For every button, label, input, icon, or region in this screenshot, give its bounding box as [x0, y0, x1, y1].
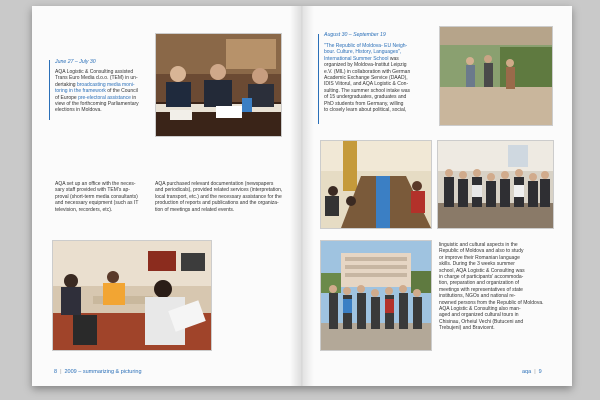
text-line: meetings with representatives of state	[439, 286, 523, 293]
text-line: in charge of participants' accommoda-	[439, 274, 524, 281]
highlight-text: toring in the framework	[55, 88, 106, 95]
date-heading: August 30 – September 19	[324, 32, 386, 38]
text-block-documentation	[155, 181, 295, 213]
highlight-text: pre-electoral assistance	[78, 94, 131, 101]
text-line: AQA Logistic & Consulting assisted	[55, 69, 134, 75]
text-line: IDIS Viitorul, and AQA Logistic & Con-	[324, 81, 409, 88]
footer-brand: aqa	[522, 369, 532, 375]
text-line: and necessary equipment (such as IT	[55, 200, 139, 207]
text-line: AQA purchased relevant documentation (newspapers	[155, 181, 274, 187]
left-page	[32, 6, 303, 386]
text-line: of 15 undergraduates, graduates and	[324, 94, 407, 101]
photo-group-indoor	[437, 140, 554, 229]
text-line: skills. During the 3 weeks summer	[439, 261, 515, 268]
brochure-spread	[32, 6, 572, 386]
text-block-cultural-program	[439, 242, 551, 332]
text-block-summer-school	[324, 43, 424, 113]
text-fragment: in	[130, 94, 137, 101]
text-line: AQA set up an office with the neces-	[55, 181, 136, 187]
accent-rule	[49, 60, 50, 120]
footer-title: 2009 – summarizing & picturing	[64, 369, 142, 375]
text-fragment: of Europe	[55, 94, 79, 101]
highlight-text: bour. Culture, History, Languages",	[324, 49, 402, 56]
text-line: view of the forthcoming Parliamentary	[55, 101, 139, 108]
photo-office-staff	[52, 240, 212, 351]
text-line: institutions, NGOs and national re-	[439, 293, 516, 300]
text-block-office-setup	[55, 181, 165, 213]
photo-meeting-table	[155, 33, 282, 137]
text-line: local transport, etc.) and the necessary assistance for the	[155, 193, 282, 200]
text-line: aged and organized cultural tours in	[439, 312, 519, 319]
highlight-text: broadcasting media moni-	[76, 81, 135, 88]
text-line: tion of meetings and related events.	[155, 206, 235, 213]
page-number: 8	[54, 369, 58, 375]
left-footer	[54, 369, 142, 375]
text-line: linguistic and cultural aspects in the	[439, 242, 518, 248]
text-line: e.V. (MIL) in collaboration with German	[324, 68, 411, 75]
text-line: school, AQA Logistic & Consulting was	[439, 267, 525, 274]
text-line: television, recorders, etc).	[55, 206, 113, 213]
footer-separator: |	[60, 369, 62, 375]
text-line: AQA Logistic & Consulting also man-	[439, 306, 521, 313]
accent-rule	[318, 34, 319, 124]
text-line: and periodicals), provided related services (interpretation,	[155, 187, 283, 194]
text-line: Academic Exchange Service (DAAD),	[324, 75, 408, 82]
text-line: Trebujeni) and Bravicent.	[439, 325, 495, 332]
right-page	[302, 6, 572, 386]
text-line: or improve their Romanian language	[439, 254, 520, 261]
text-line: to closely learn about political, social,	[324, 107, 407, 114]
text-line: tion, preparation and organization of	[439, 280, 520, 287]
right-footer	[522, 369, 542, 375]
text-line: Republic of Moldova and also to study	[439, 248, 524, 255]
page-number: 9	[538, 369, 542, 375]
footer-separator: |	[534, 369, 536, 375]
photo-conference-room	[320, 140, 432, 229]
highlight-text: "The Republic of Moldova- EU Neigh-	[324, 43, 408, 49]
text-line: production of reports and publications and the organiza-	[155, 200, 279, 207]
text-fragment: of the Council	[105, 88, 138, 95]
text-fragment: dertaking	[55, 81, 77, 88]
text-line: nowned persons from the Republic of Moldova.	[439, 299, 544, 306]
text-line: proval (short-term media consultants)	[55, 193, 138, 200]
text-line: organized by Moldova-Institut Leipzig	[324, 62, 407, 69]
photo-group-outdoor	[320, 240, 432, 351]
highlight-text: International Summer School	[324, 55, 389, 62]
text-line: elections in Moldova.	[55, 107, 102, 114]
text-line: PhD students from Germany, willing	[324, 100, 404, 107]
photo-outdoor-terrace	[439, 26, 553, 126]
text-line: Trans Euro Media d.o.o. (TEM) in un-	[55, 75, 138, 82]
text-block-media-monitoring	[55, 69, 153, 114]
text-line: sary staff provided with TEM's ap-	[55, 187, 130, 194]
text-line: sulting. The summer school intake was	[324, 87, 411, 94]
text-line: Chisinau, Orheiul Vechi (Butuceni and	[439, 318, 524, 325]
date-heading: June 27 – July 30	[55, 59, 96, 65]
text-fragment: was	[388, 55, 399, 62]
